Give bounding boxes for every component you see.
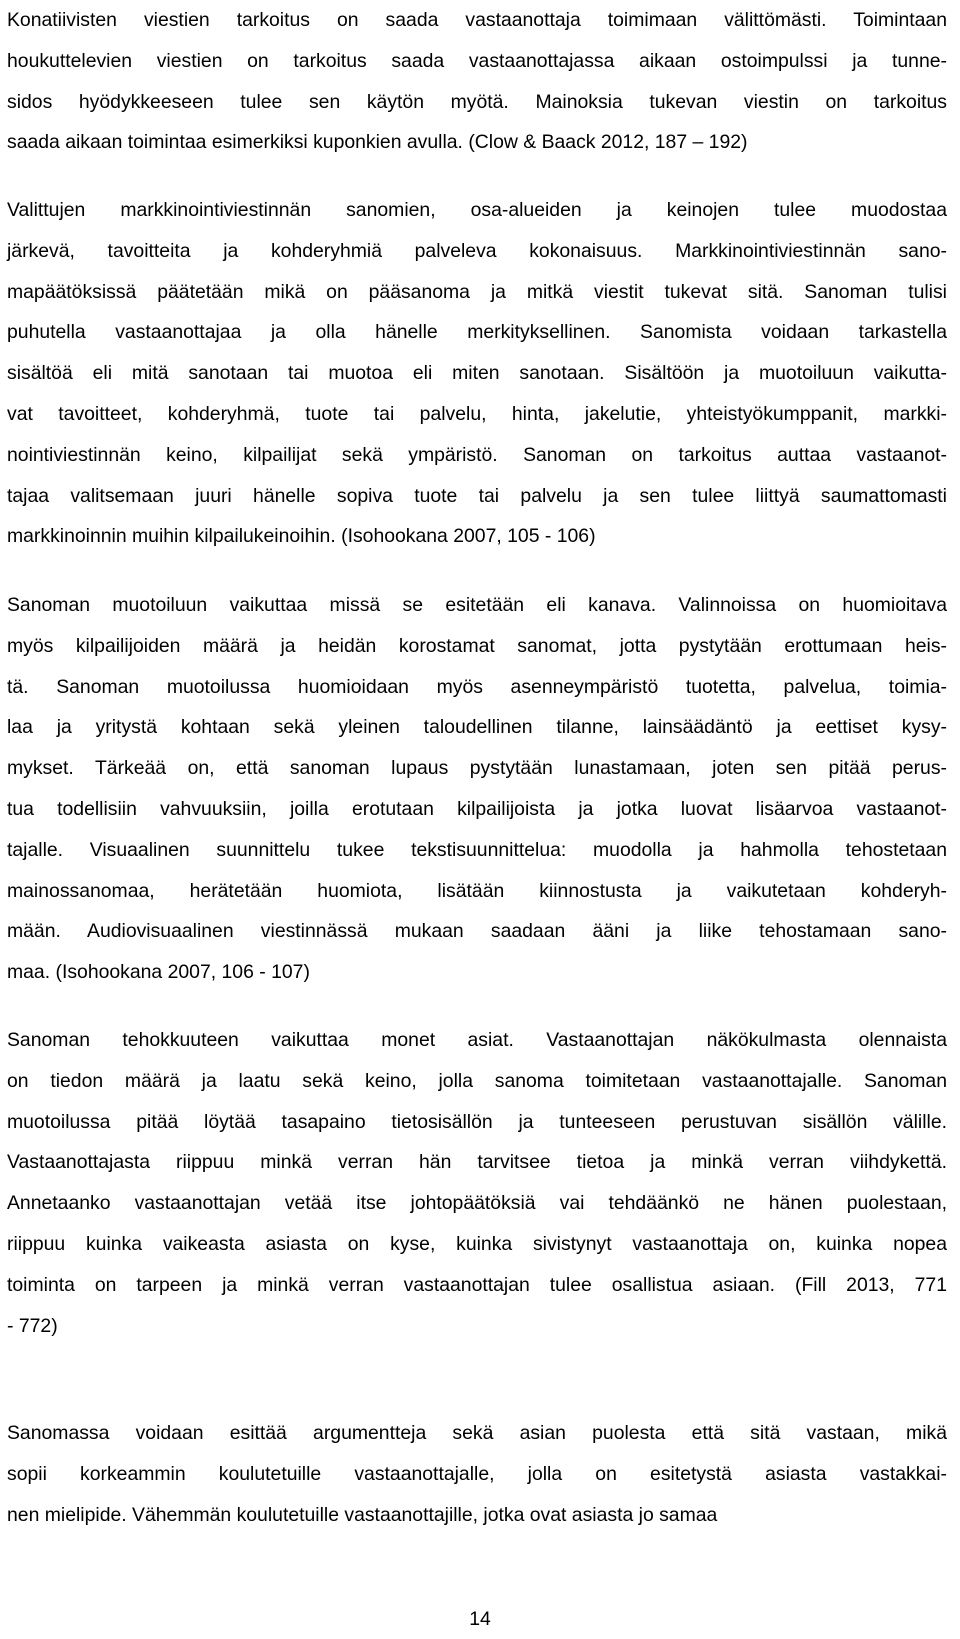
text-line: toiminta on tarpeen ja minkä verran vastaanottajan tulee osallistua asiaan. (Fill 2013, 771	[7, 1273, 947, 1296]
text-line: sidos hyödykkeeseen tulee sen käytön myötä. Mainoksia tukevan viestin on tarkoitus	[7, 90, 947, 113]
text-line: riippuu kuinka vaikeasta asiasta on kyse, kuinka sivistynyt vastaanottaja on, kuinka nopea	[7, 1232, 947, 1255]
text-line: houkuttelevien viestien on tarkoitus saada vastaanottajassa aikaan ostoimpulssi ja tunne-	[7, 49, 947, 72]
text-line: muotoilussa pitää löytää tasapaino tietosisällön ja tunteeseen perustuvan sisällön välille.	[7, 1110, 947, 1133]
text-line: puhutella vastaanottajaa ja olla hänelle merkityksellinen. Sanomista voidaan tarkastella	[7, 321, 947, 344]
text-line: nointiviestinnän keino, kilpailijat sekä ympäristö. Sanoman on tarkoitus auttaa vastaanot-	[7, 443, 947, 466]
text-line: Valittujen markkinointiviestinnän sanomien, osa-alueiden ja keinojen tulee muodostaa	[7, 199, 947, 221]
text-line: vat tavoitteet, kohderyhmä, tuote tai palvelu, hinta, jakelutie, yhteistyökumppanit, markki-	[7, 402, 947, 425]
text-line: myös kilpailijoiden määrä ja heidän korostamat sanomat, jotta pystytään erottumaan heis-	[7, 634, 947, 657]
text-line: sopii korkeammin koulutetuille vastaanottajalle, jolla on esitetystä asiasta vastakkai-	[7, 1462, 947, 1485]
paragraph-argumentit	[7, 1413, 947, 1535]
text-line: Sanoman muotoiluun vaikuttaa missä se esitetään eli kanava. Valinnoissa on huomioitava	[7, 594, 947, 616]
text-line: Sanomassa voidaan esittää argumentteja sekä asian puolesta että sitä vastaan, mikä	[7, 1422, 947, 1444]
text-line: tajalle. Visuaalinen suunnittelu tukee tekstisuunnittelua: muodolla ja hahmolla tehostetaan	[7, 838, 947, 861]
text-line: Konatiivisten viestien tarkoitus on saada vastaanottaja toimimaan välittömästi. Toimintaan	[7, 9, 947, 31]
text-line: tua todellisiin vahvuuksiin, joilla erotutaan kilpailijoista ja jotka luovat lisäarvoa vastaanot-	[7, 797, 947, 820]
text-line: tajaa valitsemaan juuri hänelle sopiva tuote tai palvelu ja sen tulee liittyä saumattomasti	[7, 484, 947, 507]
text-line: sisältöä eli mitä sanotaan tai muotoa eli miten sanotaan. Sisältöön ja muotoiluun vaikutta-	[7, 362, 947, 385]
text-line: mapäätöksissä päätetään mikä on pääsanoma ja mitkä viestit tukevat sitä. Sanoman tulisi	[7, 280, 947, 303]
text-line: mainossanomaa, herätetään huomiota, lisätään kiinnostusta ja vaikutetaan kohderyh-	[7, 879, 947, 902]
text-line: järkevä, tavoitteita ja kohderyhmiä palveleva kokonaisuus. Markkinointiviestinnän sano-	[7, 239, 947, 262]
paragraph-konatiiviset-viestit	[7, 0, 947, 163]
text-line: mykset. Tärkeää on, että sanoman lupaus pystytään lunastamaan, joten sen pitää perus-	[7, 757, 947, 780]
text-line: markkinoinnin muihin kilpailukeinoihin. (Isohookana 2007, 105 - 106)	[7, 525, 596, 548]
paragraph-sanoman-tehokkuus	[7, 1020, 947, 1346]
text-line: Vastaanottajasta riippuu minkä verran hän tarvitsee tietoa ja minkä verran viihdykettä.	[7, 1151, 947, 1174]
paragraph-sanomapaatokset	[7, 190, 947, 557]
text-line: nen mielipide. Vähemmän koulutetuille vastaanottajille, jotka ovat asiasta jo samaa	[7, 1503, 718, 1526]
text-line: laa ja yritystä kohtaan sekä yleinen taloudellinen tilanne, lainsäädäntö ja eettiset kysy-	[7, 716, 947, 739]
paragraph-sanoman-muotoilu	[7, 585, 947, 993]
text-line: saada aikaan toimintaa esimerkiksi kuponkien avulla. (Clow & Baack 2012, 187 – 192)	[7, 131, 748, 154]
text-line: Sanoman tehokkuuteen vaikuttaa monet asiat. Vastaanottajan näkökulmasta olennaista	[7, 1029, 947, 1051]
text-line: tä. Sanoman muotoilussa huomioidaan myös asenneympäristö tuotetta, palvelua, toimia-	[7, 675, 947, 698]
text-line: Annetaanko vastaanottajan vetää itse johtopäätöksiä vai tehdäänkö ne hänen puolestaan,	[7, 1192, 947, 1215]
text-line: - 772)	[7, 1314, 58, 1337]
text-line: on tiedon määrä ja laatu sekä keino, jolla sanoma toimitetaan vastaanottajalle. Sanoman	[7, 1069, 947, 1092]
page-number: 14	[469, 1608, 491, 1630]
text-line: maa. (Isohookana 2007, 106 - 107)	[7, 961, 310, 984]
text-line: mään. Audiovisuaalinen viestinnässä mukaan saadaan ääni ja liike tehostamaan sano-	[7, 920, 947, 943]
